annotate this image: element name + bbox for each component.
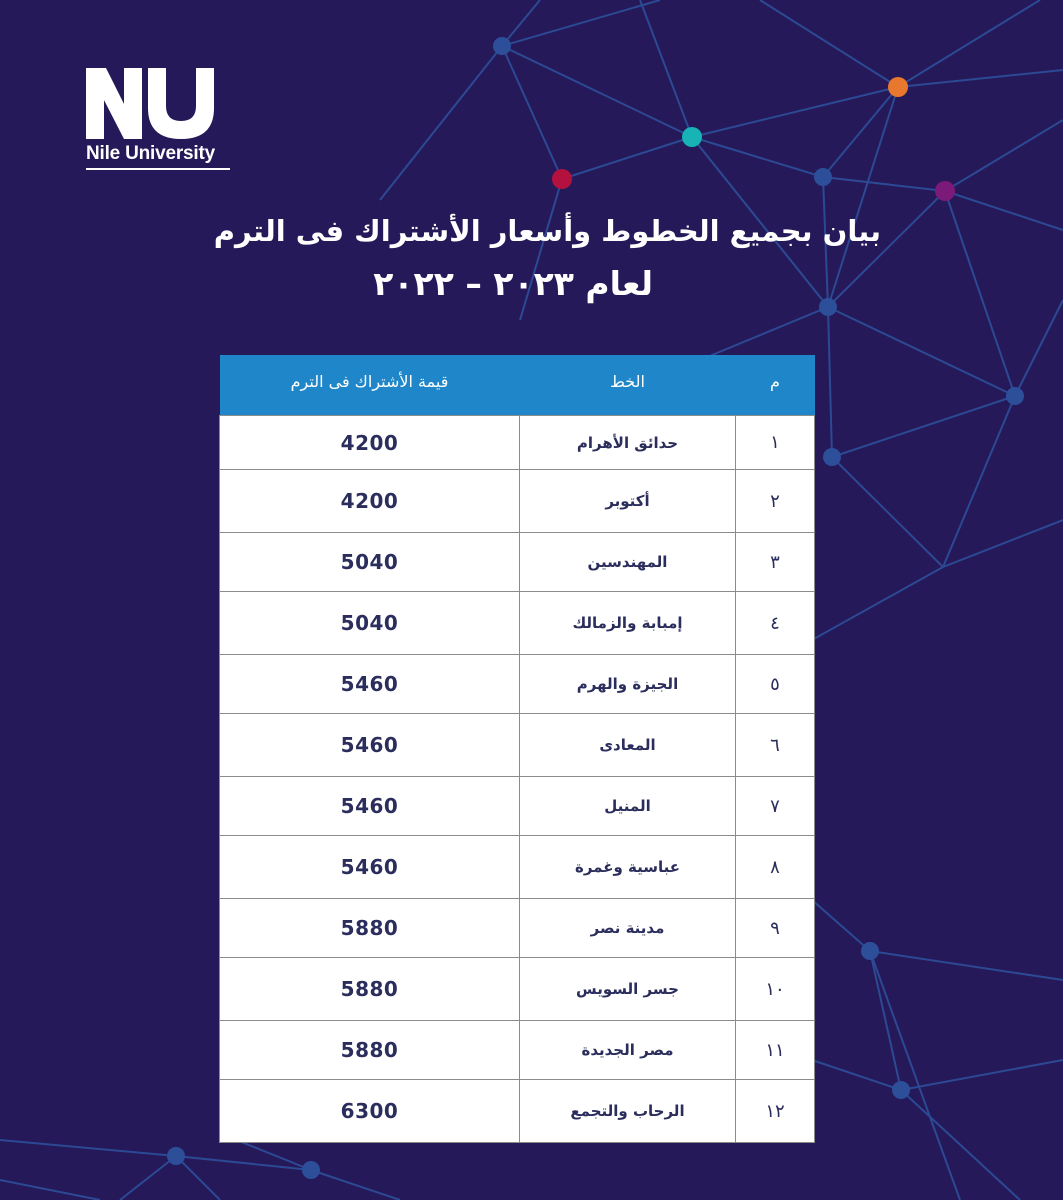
- row-price: 5460: [220, 714, 520, 777]
- row-line: عباسية وغمرة: [520, 836, 736, 899]
- row-line: المهندسين: [520, 533, 736, 592]
- logo-text: Nile University: [86, 143, 215, 164]
- table-row: [220, 836, 815, 899]
- row-price: 5460: [220, 655, 520, 714]
- row-index: ١: [736, 416, 815, 470]
- row-index: ٧: [736, 777, 815, 836]
- table-header-row: [220, 355, 815, 416]
- row-index: ١٠: [736, 958, 815, 1021]
- row-line: أكتوبر: [520, 470, 736, 533]
- row-price: 5460: [220, 777, 520, 836]
- table-row: [220, 1021, 815, 1080]
- table-row: [220, 655, 815, 714]
- header-price: قيمة الأشتراك فى الترم: [220, 355, 520, 416]
- row-line: الجيزة والهرم: [520, 655, 736, 714]
- row-index: ٩: [736, 899, 815, 958]
- row-price: 4200: [220, 470, 520, 533]
- row-index: ١١: [736, 1021, 815, 1080]
- table-row: [220, 1080, 815, 1143]
- table-row: [220, 416, 815, 470]
- logo-underline: [86, 168, 230, 170]
- table-row: [220, 592, 815, 655]
- table-row: [220, 470, 815, 533]
- row-line: حدائق الأهرام: [520, 416, 736, 470]
- row-index: ٦: [736, 714, 815, 777]
- row-price: 5040: [220, 533, 520, 592]
- table-row: [220, 899, 815, 958]
- table-row: [220, 533, 815, 592]
- page-title: بيان بجميع الخطوط وأسعار الأشتراك فى الترم: [213, 214, 881, 248]
- row-index: ٣: [736, 533, 815, 592]
- row-line: جسر السويس: [520, 958, 736, 1021]
- row-line: المعادى: [520, 714, 736, 777]
- row-line: مصر الجديدة: [520, 1021, 736, 1080]
- row-index: ٤: [736, 592, 815, 655]
- row-price: 5880: [220, 958, 520, 1021]
- row-index: ٨: [736, 836, 815, 899]
- row-price: 5040: [220, 592, 520, 655]
- row-price: 4200: [220, 416, 520, 470]
- table-row: [220, 714, 815, 777]
- row-line: الرحاب والتجمع: [520, 1080, 736, 1143]
- header-index: م: [736, 355, 815, 416]
- page-subtitle-year: لعام ٢٠٢٣ – ٢٠٢٢: [373, 264, 653, 303]
- row-index: ٢: [736, 470, 815, 533]
- row-price: 5880: [220, 899, 520, 958]
- row-price: 5460: [220, 836, 520, 899]
- row-line: إمبابة والزمالك: [520, 592, 736, 655]
- row-price: 5880: [220, 1021, 520, 1080]
- row-index: ١٢: [736, 1080, 815, 1143]
- row-line: مدينة نصر: [520, 899, 736, 958]
- row-line: المنيل: [520, 777, 736, 836]
- nile-university-logo: [84, 66, 234, 141]
- routes-table: [219, 355, 815, 1143]
- table-row: [220, 958, 815, 1021]
- row-price: 6300: [220, 1080, 520, 1143]
- table-row: [220, 777, 815, 836]
- header-line: الخط: [520, 355, 736, 416]
- row-index: ٥: [736, 655, 815, 714]
